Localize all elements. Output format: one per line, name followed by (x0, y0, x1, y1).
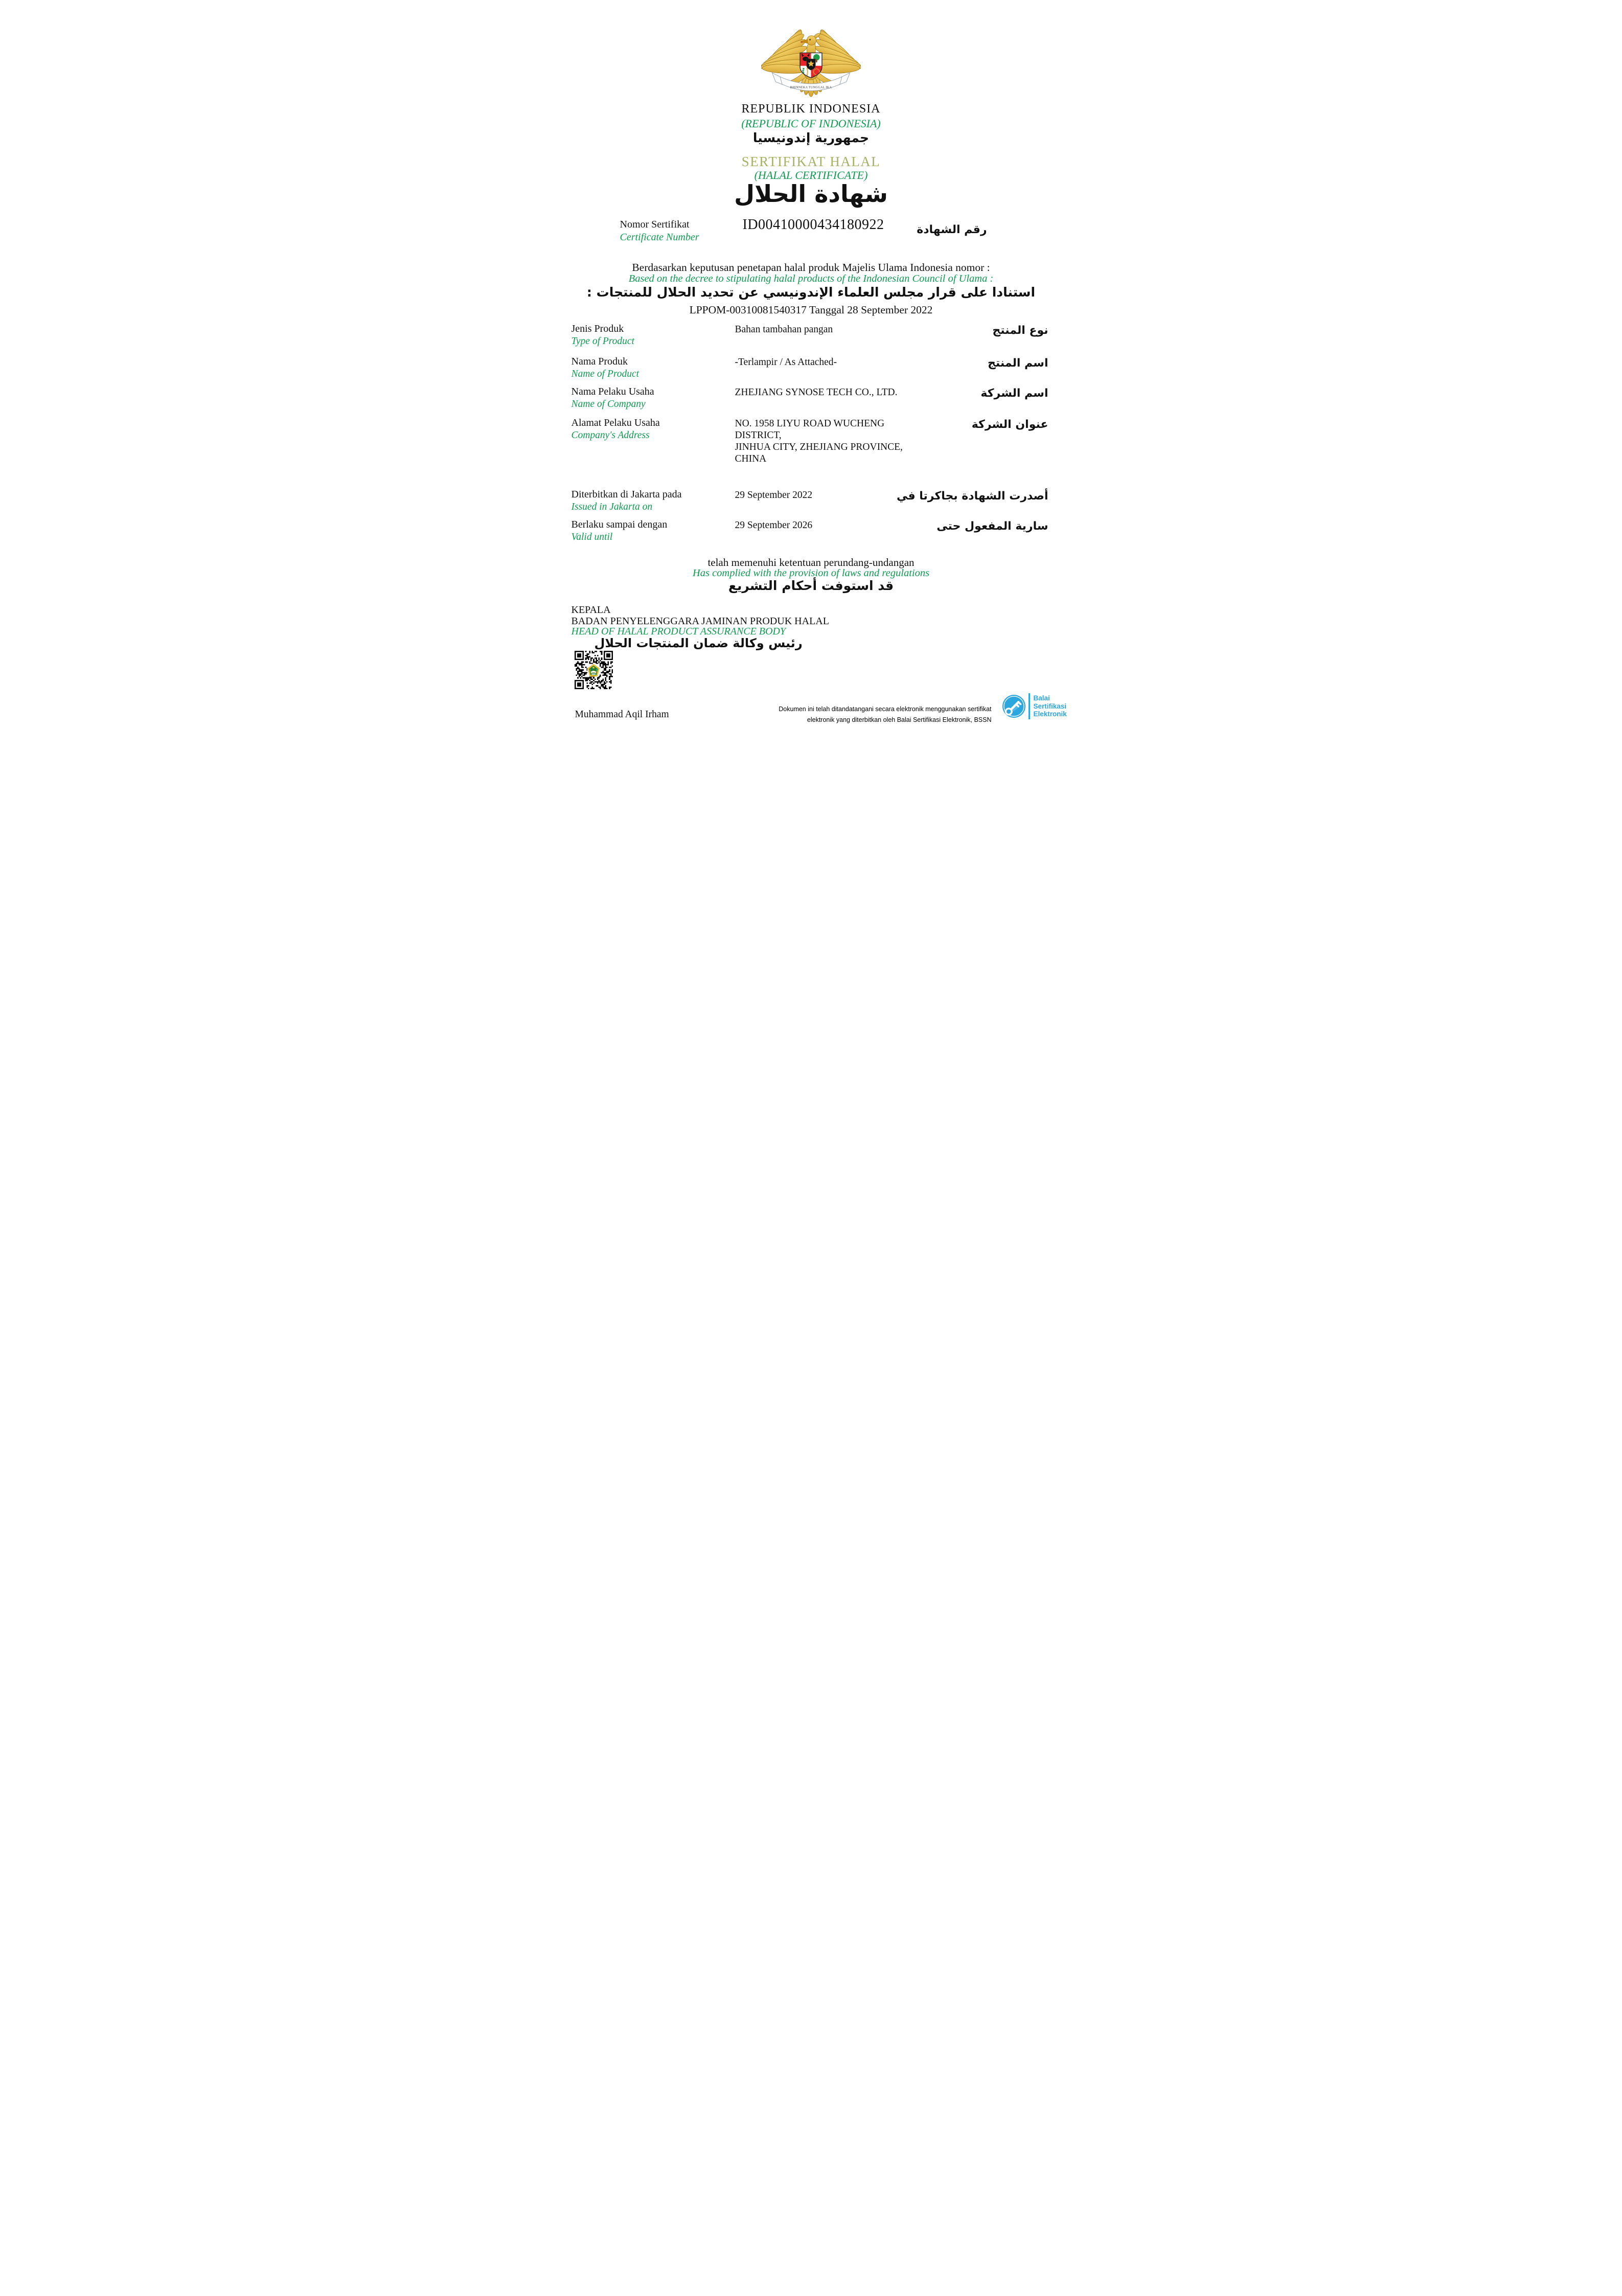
disclaimer-line: Dokumen ini telah ditandatangani secara elektronik menggunakan sertifikat (779, 706, 992, 713)
country-title: REPUBLIK INDONESIA (741, 102, 881, 116)
field-label-id: Alamat Pelaku Usaha (571, 417, 660, 428)
field-label-ar: اسم الشركة (980, 387, 1048, 400)
disclaimer-line: elektronik yang diterbitkan oleh Balai Sertifikasi Elektronik, BSSN (807, 716, 992, 723)
bsre-word: Sertifikasi (1033, 702, 1067, 710)
bsre-logo (1002, 693, 1078, 720)
halal-certificate-page (541, 0, 1082, 765)
field-label-ar: سارية المفعول حتى (936, 520, 1048, 533)
field-label-ar: عنوان الشركة (971, 418, 1048, 431)
field-label-id: Jenis Produk (571, 323, 624, 334)
field-value: Bahan tambahan pangan (735, 324, 833, 335)
signatory-title-2: BADAN PENYELENGGARA JAMINAN PRODUK HALAL (571, 616, 829, 627)
kemenag-pentagon-logo (587, 664, 600, 676)
field-label-ar: نوع المنتج (992, 324, 1048, 337)
signatory-name: Muhammad Aqil Irham (575, 709, 669, 720)
qr-code (575, 651, 613, 689)
field-label-en: Type of Product (571, 336, 634, 347)
field-label-id: Diterbitkan di Jakarta pada (571, 489, 682, 500)
decree-line-en: Based on the decree to stipulating halal products of the Indonesian Council of Ulama : (628, 273, 994, 284)
compliance-line-ar: قد استوفت أحكام التشريع (728, 578, 894, 593)
bsre-word: Elektronik (1033, 710, 1067, 718)
garuda-pancasila-emblem (761, 24, 861, 99)
field-label-en: Company's Address (571, 430, 650, 441)
field-label-ar: أصدرت الشهادة بجاكرتا في (896, 490, 1048, 503)
field-label-id: Nama Pelaku Usaha (571, 386, 654, 397)
svg-text:BHINNEKA TUNGGAL IKA: BHINNEKA TUNGGAL IKA (790, 86, 832, 89)
page-title: SERTIFIKAT HALAL (741, 154, 881, 169)
field-label-id: Nama Produk (571, 356, 628, 367)
field-label-en: Valid until (571, 532, 613, 542)
field-label-en: Name of Product (571, 369, 639, 379)
signatory-title-1: KEPALA (571, 604, 611, 616)
signatory-title-en: HEAD OF HALAL PRODUCT ASSURANCE BODY (571, 626, 786, 637)
electronic-signature-disclaimer (777, 704, 992, 725)
bsre-key-circle-icon (1002, 694, 1026, 721)
certificate-number-value: ID00410000434180922 (742, 217, 884, 233)
bsre-logo-wordmark (1034, 694, 1067, 718)
country-title-en: (REPUBLIC OF INDONESIA) (741, 117, 881, 130)
page-title-en: (HALAL CERTIFICATE) (754, 169, 868, 181)
field-value: 29 September 2026 (735, 520, 813, 531)
field-label-ar: اسم المنتج (988, 357, 1048, 370)
certificate-number-label-en: Certificate Number (620, 232, 699, 243)
certificate-number-label: Nomor Sertifikat (620, 219, 690, 230)
address-line: CHINA (735, 453, 767, 464)
field-label-id: Berlaku sampai dengan (571, 519, 668, 530)
signatory-title-ar: رئيس وكالة ضمان المنتجات الحلال (594, 636, 803, 650)
compliance-line-en: Has complied with the provision of laws and regulations (692, 567, 930, 579)
address-line: JINHUA CITY, ZHEJIANG PROVINCE, (735, 442, 903, 452)
bsre-logo-divider (1029, 693, 1030, 719)
page-title-ar: شهادة الحلال (734, 180, 888, 208)
field-value: ZHEJIANG SYNOSE TECH CO., LTD. (735, 387, 898, 398)
bsre-word: Balai (1033, 694, 1050, 702)
emblem-wrap (541, 24, 1082, 102)
decree-line-id: Berdasarkan keputusan penetapan halal produk Majelis Ulama Indonesia nomor : (632, 261, 990, 274)
compliance-line-id: telah memenuhi ketentuan perundang-undangan (707, 556, 915, 569)
country-title-ar: جمهورية إندونيسيا (752, 130, 870, 145)
field-label-en: Name of Company (571, 399, 646, 410)
decree-number-line: LPPOM-00310081540317 Tanggal 28 September 2022 (689, 304, 933, 316)
field-value: 29 September 2022 (735, 490, 813, 501)
decree-line-ar: استنادا على قرار مجلس العلماء الإندونيسي عن تحديد الحلال للمنتجات : (586, 285, 1036, 300)
address-line: NO. 1958 LIYU ROAD WUCHENG DISTRICT, (735, 418, 885, 441)
certificate-number-label-ar: رقم الشهادة (917, 223, 987, 236)
field-value: -Terlampir / As Attached- (735, 357, 837, 368)
field-label-en: Issued in Jakarta on (571, 502, 653, 512)
